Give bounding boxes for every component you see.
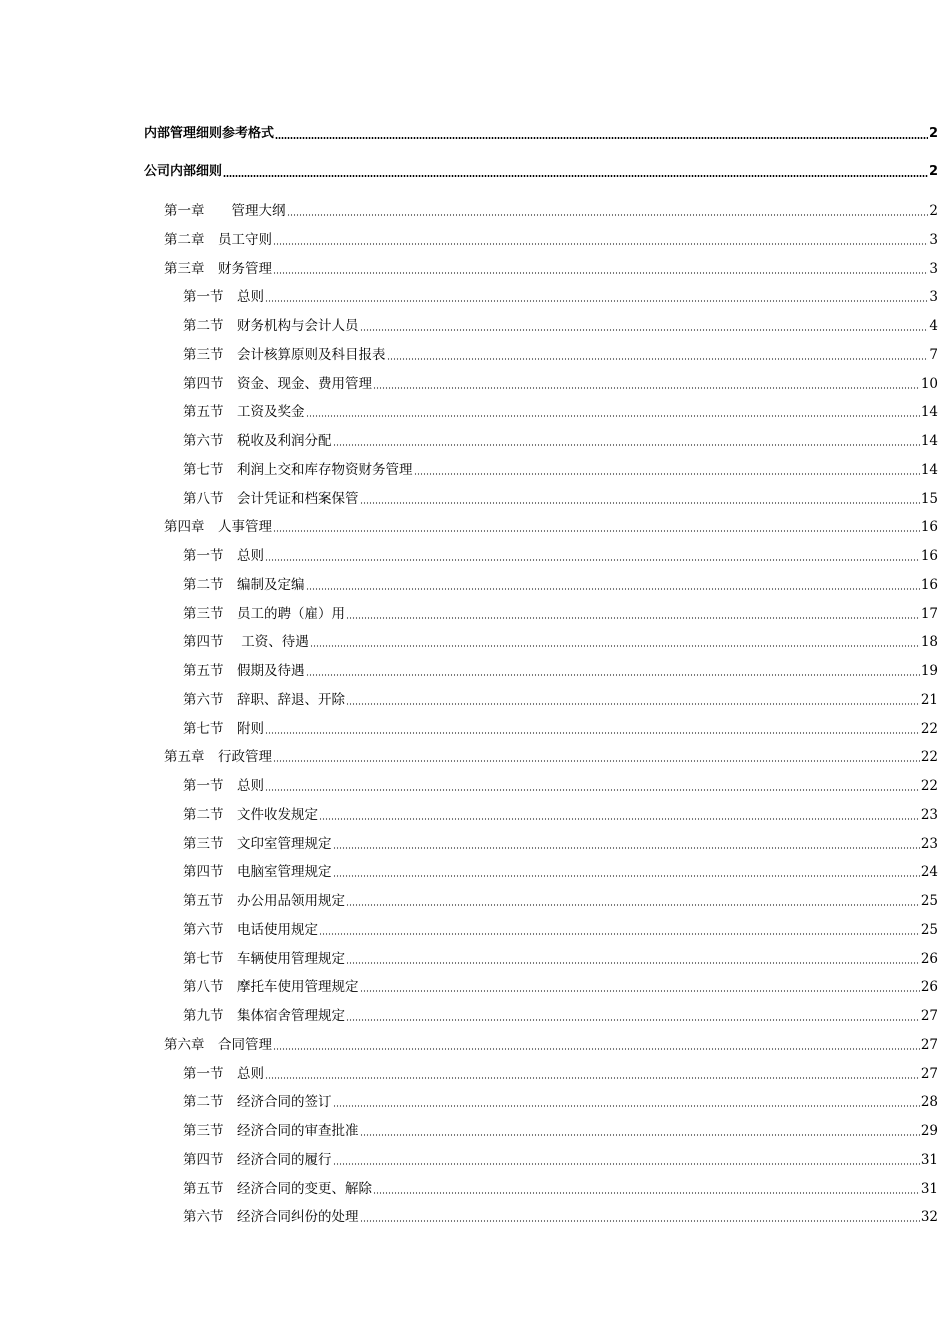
toc-entry[interactable] <box>183 489 938 509</box>
toc-entry-title: 第二节 财务机构与会计人员 <box>183 318 359 334</box>
dot-leader <box>306 674 920 676</box>
toc-entry-title: 第八节 会计凭证和档案保管 <box>183 490 359 507</box>
toc-entry-page-number: 31 <box>920 1151 938 1168</box>
toc-entry-page-number: 23 <box>920 835 938 852</box>
dot-leader <box>346 617 920 619</box>
toc-entry-title: 第一节 总则 <box>183 1065 264 1082</box>
toc-entry[interactable] <box>183 431 938 451</box>
dot-leader <box>265 300 928 302</box>
toc-entry[interactable] <box>164 747 938 767</box>
toc-entry-title: 第六节 电话使用规定 <box>183 921 318 938</box>
dot-leader <box>287 214 929 216</box>
dot-leader <box>333 444 920 446</box>
toc-entry-title: 第四节 资金、现金、费用管理 <box>183 375 372 392</box>
toc-entry-page-number: 10 <box>920 375 938 392</box>
toc-entry-page-number: 2 <box>929 203 938 219</box>
dot-leader <box>346 904 920 906</box>
toc-entry-page-number: 23 <box>920 806 938 823</box>
toc-entry-page-number: 3 <box>929 289 938 306</box>
toc-entry-page-number: 27 <box>920 1036 938 1053</box>
toc-entry-page-number: 31 <box>920 1180 938 1197</box>
toc-entry-page-number: 21 <box>920 691 938 708</box>
dot-leader <box>333 875 920 877</box>
dot-leader <box>273 530 920 532</box>
toc-entry-page-number: 14 <box>920 404 938 421</box>
toc-entry[interactable] <box>144 162 938 182</box>
toc-entry-title: 第四节 经济合同的履行 <box>183 1151 332 1168</box>
toc-entry-page-number: 22 <box>920 720 938 737</box>
toc-entry-page-number: 18 <box>920 634 938 651</box>
toc-entry-title: 第五章 行政管理 <box>164 749 272 766</box>
dot-leader <box>360 990 920 992</box>
toc-entry-page-number: 28 <box>920 1094 938 1111</box>
toc-entry-title: 第一节 总则 <box>183 548 264 564</box>
toc-entry[interactable] <box>183 834 938 854</box>
toc-entry[interactable] <box>183 604 938 624</box>
toc-entry-title: 第七节 车辆使用管理规定 <box>183 950 345 967</box>
toc-entry[interactable] <box>183 402 938 422</box>
toc-entry-page-number: 25 <box>920 893 938 909</box>
dot-leader <box>360 502 920 504</box>
dot-leader <box>360 329 929 331</box>
toc-entry[interactable] <box>183 891 938 911</box>
toc-entry-title: 第二节 经济合同的签订 <box>183 1094 332 1111</box>
toc-entry[interactable] <box>183 661 938 681</box>
toc-entry-page-number: 16 <box>920 576 938 593</box>
toc-entry[interactable] <box>164 230 938 250</box>
dot-leader <box>275 137 928 139</box>
toc-entry-page-number: 27 <box>920 1065 938 1082</box>
toc-entry[interactable] <box>164 259 938 279</box>
dot-leader <box>319 818 920 820</box>
dot-leader <box>310 645 920 647</box>
toc-entry-page-number: 19 <box>920 663 938 679</box>
toc-entry[interactable] <box>183 287 938 307</box>
dot-leader <box>273 760 920 762</box>
toc-entry-page-number: 24 <box>920 864 938 881</box>
dot-leader <box>373 1192 920 1194</box>
toc-entry[interactable] <box>183 1179 938 1199</box>
dot-leader <box>414 473 920 475</box>
toc-entry-title: 第二节 文件收发规定 <box>183 806 318 823</box>
dot-leader <box>346 703 920 705</box>
toc-entry[interactable] <box>183 1121 938 1141</box>
toc-entry-page-number: 3 <box>929 231 938 248</box>
toc-entry[interactable] <box>183 805 938 825</box>
dot-leader <box>333 1163 920 1165</box>
toc-entry-title: 第五节 办公用品领用规定 <box>183 893 345 909</box>
toc-entry-page-number: 2 <box>928 164 938 179</box>
dot-leader <box>265 559 920 561</box>
toc-entry[interactable] <box>183 949 938 969</box>
toc-entry[interactable] <box>183 1092 938 1112</box>
dot-leader <box>273 243 928 245</box>
toc-entry-page-number: 26 <box>920 979 938 996</box>
toc-entry-page-number: 32 <box>920 1209 938 1226</box>
toc-entry-title: 第三节 经济合同的审查批准 <box>183 1123 359 1139</box>
toc-entry-page-number: 22 <box>920 778 938 794</box>
toc-entry-page-number: 29 <box>920 1123 938 1139</box>
toc-entry-title: 第六节 税收及利润分配 <box>183 433 332 449</box>
toc-entry[interactable] <box>183 316 938 336</box>
toc-entry-page-number: 3 <box>929 260 938 277</box>
toc-entry[interactable] <box>183 1150 938 1170</box>
toc-entry-title: 第四章 人事管理 <box>164 519 272 536</box>
dot-leader <box>333 1105 920 1107</box>
dot-leader <box>360 1134 920 1136</box>
toc-entry-title: 第五节 假期及待遇 <box>183 663 305 679</box>
toc-entry-page-number: 4 <box>929 318 938 334</box>
toc-entry-title: 第三节 员工的聘（雇）用 <box>183 605 345 622</box>
toc-entry-page-number: 7 <box>929 346 938 363</box>
dot-leader <box>360 1220 920 1222</box>
toc-entry-page-number: 22 <box>920 749 938 766</box>
toc-entry[interactable] <box>164 517 938 537</box>
toc-entry-page-number: 26 <box>920 950 938 967</box>
dot-leader <box>346 1019 920 1021</box>
dot-leader <box>273 272 928 274</box>
toc-entry[interactable] <box>183 719 938 739</box>
toc-entry-title: 公司内部细则 <box>144 164 223 179</box>
toc-entry-title: 第五节 工资及奖金 <box>183 404 305 421</box>
dot-leader <box>319 933 920 935</box>
toc-entry[interactable] <box>164 201 938 221</box>
toc-entry[interactable] <box>183 1207 938 1227</box>
toc-entry[interactable] <box>183 575 938 595</box>
dot-leader <box>273 1048 920 1050</box>
toc-entry-page-number: 16 <box>920 519 938 536</box>
toc-entry[interactable] <box>183 690 938 710</box>
toc-entry-page-number: 15 <box>920 490 938 507</box>
toc-entry-title: 第五节 经济合同的变更、解除 <box>183 1180 372 1197</box>
toc-entry-title: 第一节 总则 <box>183 778 264 794</box>
toc-entry-page-number: 17 <box>920 605 938 622</box>
toc-entry[interactable] <box>183 1064 938 1084</box>
toc-entry-page-number: 2 <box>928 126 938 141</box>
toc-entry-title: 第四节 工资、待遇 <box>183 634 309 651</box>
dot-leader <box>265 789 920 791</box>
toc-entry-title: 第一节 总则 <box>183 289 264 306</box>
dot-leader <box>333 847 920 849</box>
toc-entry-title: 第三节 会计核算原则及科目报表 <box>183 346 386 363</box>
toc-entry-page-number: 16 <box>920 548 938 564</box>
toc-entry-title: 第七节 附则 <box>183 720 264 737</box>
toc-entry[interactable] <box>164 1035 938 1055</box>
toc-entry-title: 第三节 文印室管理规定 <box>183 835 332 852</box>
dot-leader <box>265 732 920 734</box>
toc-entry-page-number: 14 <box>920 433 938 449</box>
toc-entry-title: 内部管理细则参考格式 <box>144 126 275 141</box>
dot-leader <box>387 358 929 360</box>
toc-entry-title: 第九节 集体宿舍管理规定 <box>183 1008 345 1024</box>
toc-entry[interactable] <box>183 632 938 652</box>
toc-entry-title: 第六节 辞职、辞退、开除 <box>183 691 345 708</box>
toc-entry[interactable] <box>183 345 938 365</box>
toc-entry-page-number: 25 <box>920 921 938 938</box>
dot-leader <box>306 588 920 590</box>
dot-leader <box>265 1077 920 1079</box>
dot-leader <box>306 415 920 417</box>
toc-entry[interactable] <box>183 862 938 882</box>
dot-leader <box>223 175 928 177</box>
toc-entry-page-number: 27 <box>920 1008 938 1024</box>
toc-entry-title: 第六章 合同管理 <box>164 1036 272 1053</box>
toc-entry[interactable] <box>183 546 938 566</box>
toc-entry[interactable] <box>183 1006 938 1026</box>
toc-entry-title: 第三章 财务管理 <box>164 260 272 277</box>
dot-leader <box>346 962 920 964</box>
toc-entry-page-number: 14 <box>920 461 938 478</box>
toc-entry[interactable] <box>183 977 938 997</box>
toc-entry[interactable] <box>183 374 938 394</box>
toc-entry-title: 第七节 利润上交和库存物资财务管理 <box>183 461 413 478</box>
toc-entry-title: 第一章 管理大纲 <box>164 203 286 219</box>
toc-entry-title: 第八节 摩托车使用管理规定 <box>183 979 359 996</box>
toc-entry[interactable] <box>183 920 938 940</box>
dot-leader <box>373 387 920 389</box>
toc-entry-title: 第四节 电脑室管理规定 <box>183 864 332 881</box>
toc-entry-title: 第六节 经济合同纠份的处理 <box>183 1209 359 1226</box>
toc-entry-title: 第二节 编制及定编 <box>183 576 305 593</box>
toc-entry-title: 第二章 员工守则 <box>164 231 272 248</box>
toc-entry[interactable] <box>183 460 938 480</box>
toc-entry[interactable] <box>183 776 938 796</box>
toc-entry[interactable] <box>144 124 938 144</box>
